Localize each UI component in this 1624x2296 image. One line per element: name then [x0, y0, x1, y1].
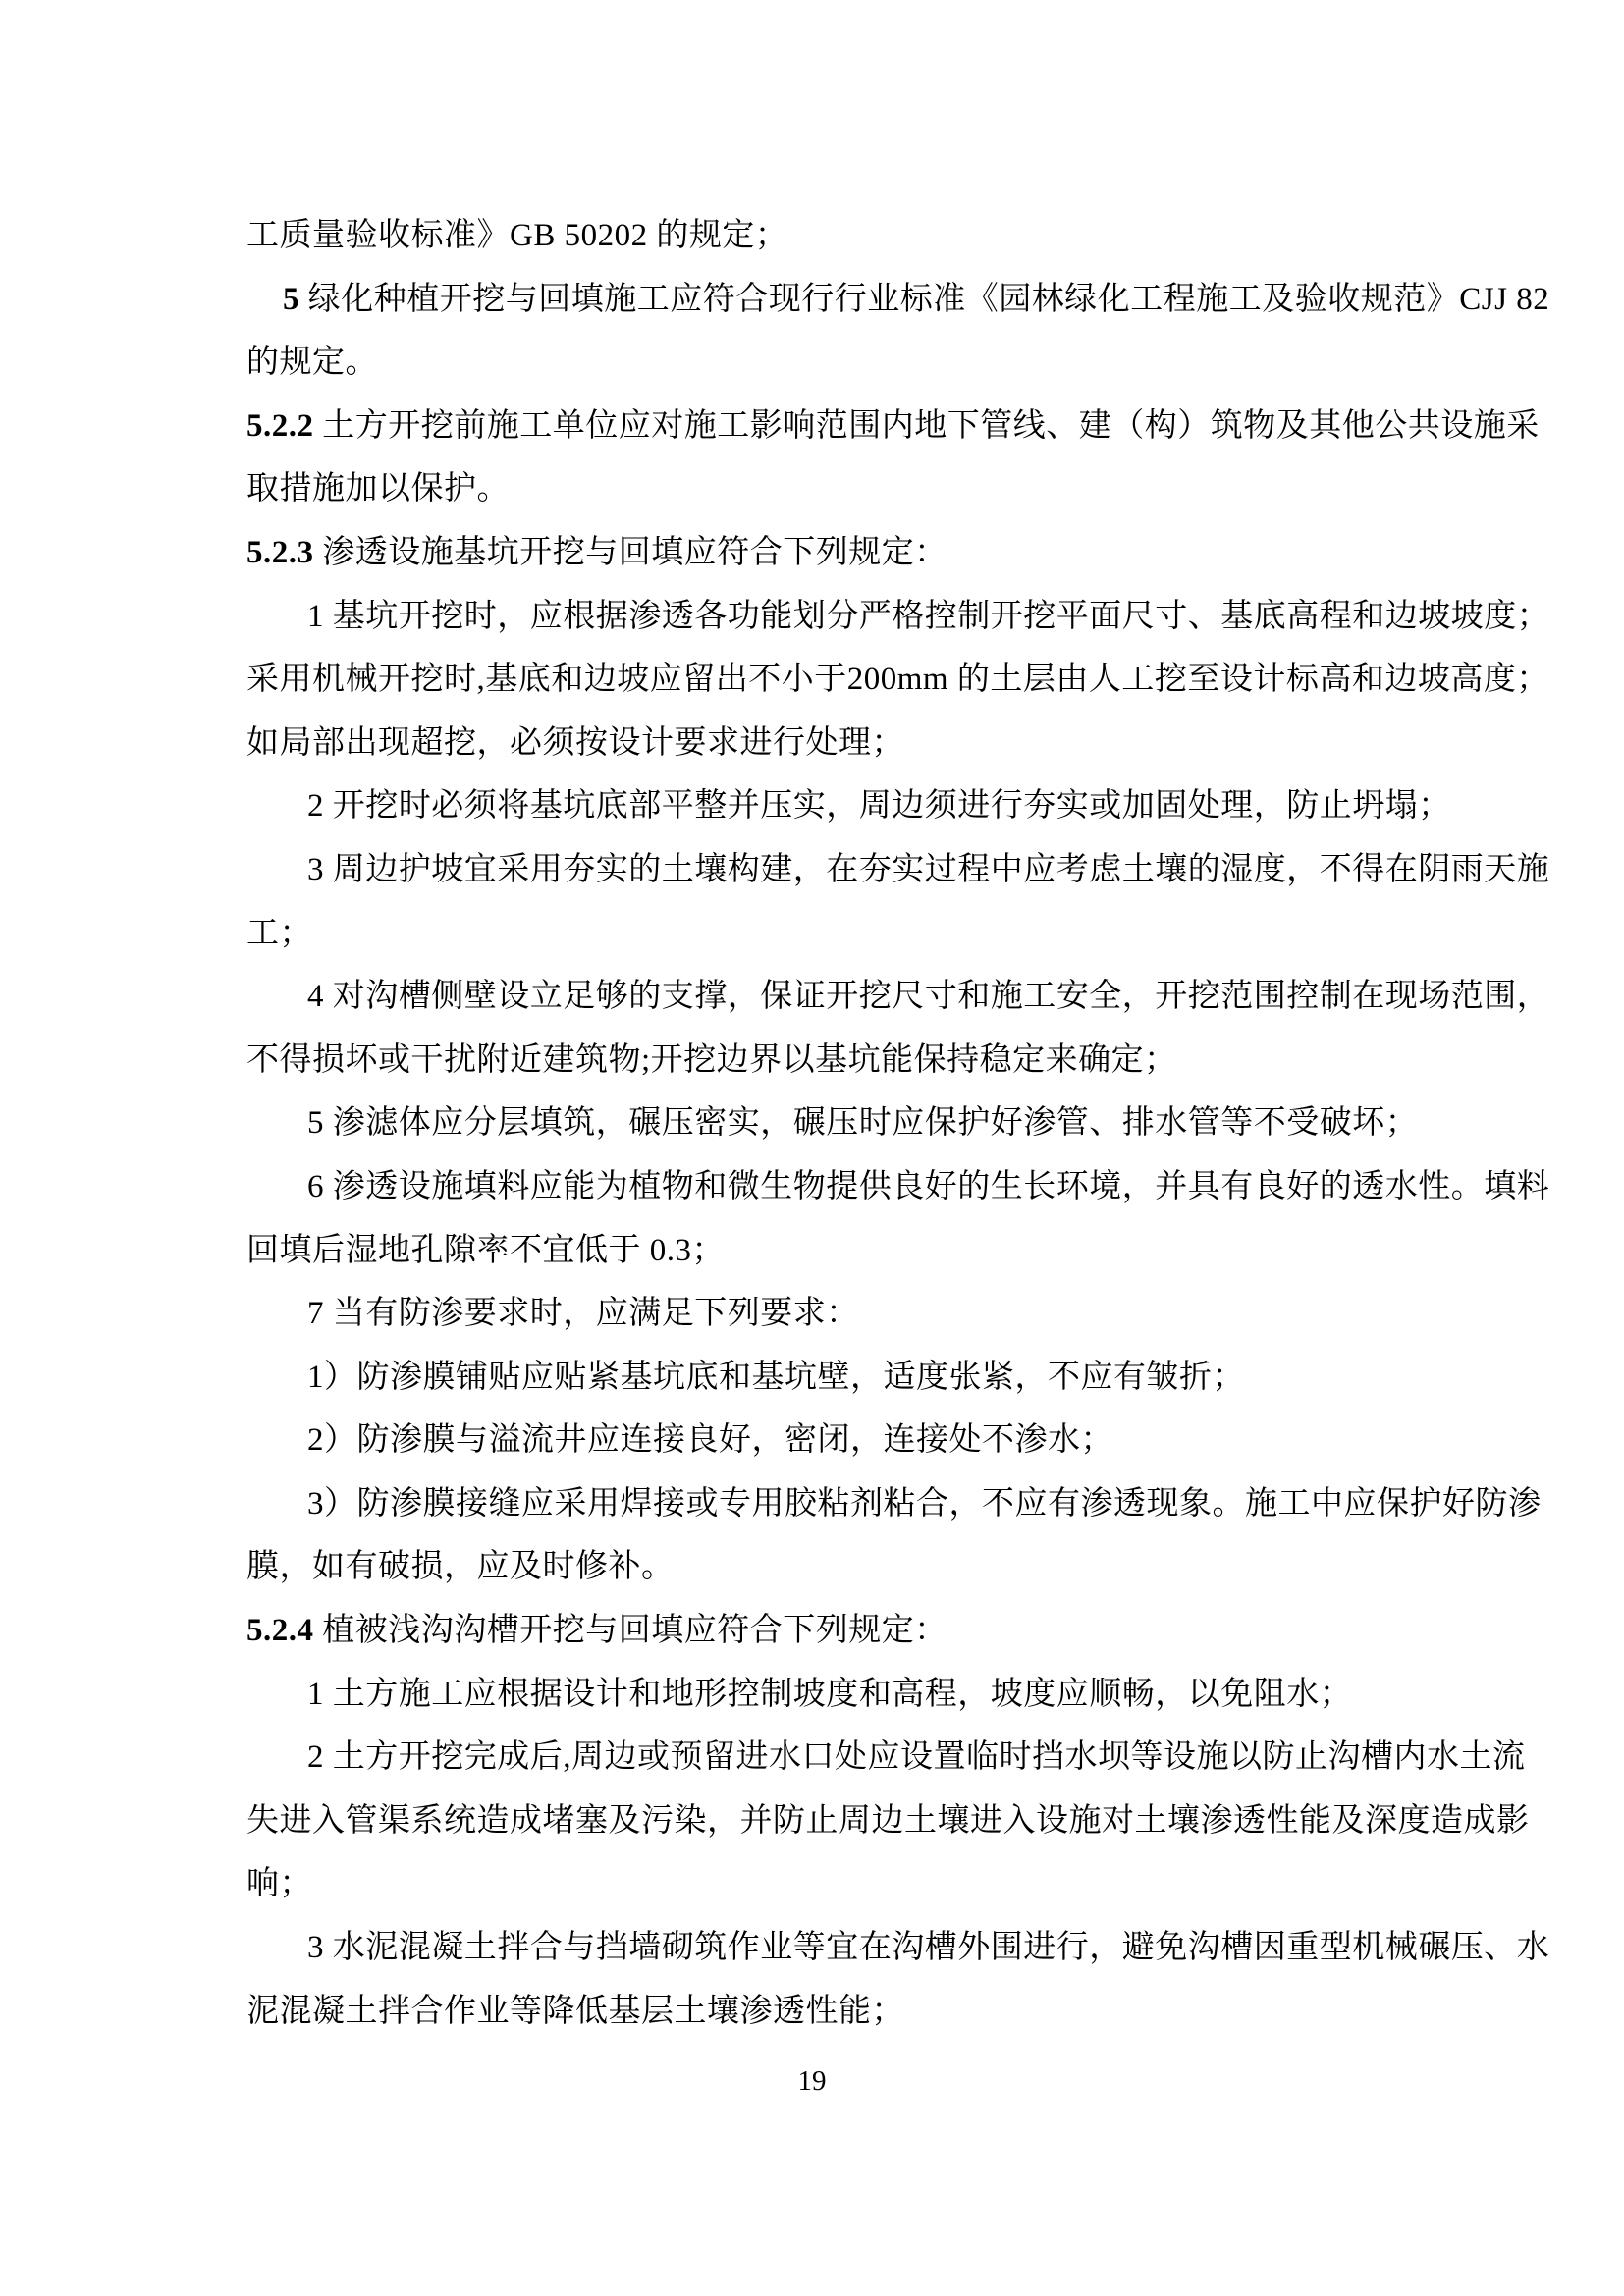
line-text: 植被浅沟沟槽开挖与回填应符合下列规定： [313, 1613, 947, 1649]
text-line [246, 1674, 1385, 1737]
line-text: 6 渗透设施填料应能为植物和微生物提供良好的生长环境，并具有良好的透水性。填料 [307, 1168, 1550, 1204]
text-line [246, 1166, 1550, 1230]
line-text: 采用机械开挖时,基底和边坡应留出不小于200mm 的土层由人工挖至设计标高和边坡高度； [246, 662, 1549, 698]
text-line [246, 532, 1385, 596]
text-line [246, 913, 1385, 977]
page-number: 19 [797, 2065, 827, 2097]
line-text: 绿化种植开挖与回填施工应符合现行行业标准《园林绿化工程施工及验收规范》CJJ 82 [299, 281, 1550, 317]
text-line [246, 468, 1385, 532]
section-number: 5.2.2 [246, 407, 314, 444]
line-text: 响； [246, 1866, 312, 1902]
text-line [246, 279, 1550, 343]
text-line [246, 659, 1549, 722]
section-number: 5.2.4 [246, 1613, 314, 1649]
line-text: 工质量验收标准》GB 50202 的规定； [246, 218, 788, 253]
text-line [246, 1991, 1385, 2055]
text-line [246, 722, 1385, 786]
text-line [246, 405, 1540, 469]
line-text: 失进入管渠系统造成堵塞及污染，并防止周边土壤进入设施对土壤渗透性能及深度造成影 [246, 1802, 1530, 1839]
text-line [246, 976, 1550, 1040]
line-text: 3 周边护坡宜采用夯实的土壤构建，在夯实过程中应考虑土壤的湿度，不得在阴雨天施 [307, 851, 1550, 887]
text-line [246, 1610, 1385, 1674]
text-line [246, 785, 1451, 849]
line-text: 1 土方施工应根据设计和地形控制坡度和高程，坡度应顺畅，以免阻水； [307, 1676, 1353, 1712]
line-text: 4 对沟槽侧壁设立足够的支撑，保证开挖尺寸和施工安全，开挖范围控制在现场范围， [307, 979, 1550, 1015]
text-line [246, 1357, 1385, 1420]
item-number: 5 [283, 281, 299, 317]
text-line [246, 1040, 1385, 1103]
line-text: 2 开挖时必须将基坑底部平整并压实，周边须进行夯实或加固处理，防止坍塌； [307, 788, 1451, 825]
text-line [246, 1483, 1542, 1547]
line-text: 3）防渗膜接缝应采用焊接或专用胶粘剂粘合，不应有渗透现象。施工中应保护好防渗 [307, 1485, 1542, 1522]
text-line [246, 1293, 1385, 1357]
document-body [246, 215, 1550, 2054]
line-text: 5 渗滤体应分层填筑，碾压密实，碾压时应保护好渗管、排水管等不受破坏； [307, 1105, 1419, 1142]
line-text: 工； [246, 915, 312, 951]
line-text: 的规定。 [246, 345, 378, 381]
text-line [246, 1546, 1385, 1610]
text-line [246, 215, 1385, 279]
section-number: 5.2.3 [246, 534, 314, 570]
line-text: 1）防渗膜铺贴应贴紧基坑底和基坑壁，适度张紧，不应有皱折； [307, 1359, 1245, 1395]
text-line [246, 1102, 1419, 1166]
line-text: 不得损坏或干扰附近建筑物;开挖边界以基坑能保持稳定来确定； [246, 1041, 1177, 1078]
line-text: 1 基坑开挖时，应根据渗透各功能划分严格控制开挖平面尺寸、基底高程和边坡坡度； [307, 598, 1550, 634]
line-text: 如局部出现超挖，必须按设计要求进行处理； [246, 724, 904, 761]
text-line [246, 1863, 1385, 1927]
text-line [246, 596, 1550, 660]
text-line [246, 1800, 1530, 1864]
text-line [246, 1419, 1385, 1483]
line-text: 取措施加以保护。 [246, 471, 510, 507]
line-text: 3 水泥混凝土拌合与挡墙砌筑作业等宜在沟槽外围进行，避免沟槽因重型机械碾压、水 [307, 1930, 1550, 1966]
text-line [246, 1927, 1550, 1991]
text-line [246, 1230, 1385, 1294]
line-text: 膜，如有破损，应及时修补。 [246, 1549, 675, 1585]
line-text: 2）防渗膜与溢流井应连接良好，密闭，连接处不渗水； [307, 1422, 1113, 1459]
text-line [246, 342, 1385, 405]
text-line [246, 849, 1550, 913]
line-text: 土方开挖前施工单位应对施工影响范围内地下管线、建（构）筑物及其他公共设施采 [313, 407, 1540, 444]
line-text: 7 当有防渗要求时，应满足下列要求： [307, 1296, 859, 1332]
line-text: 渗透设施基坑开挖与回填应符合下列规定： [313, 534, 947, 570]
text-line [246, 1736, 1526, 1800]
line-text: 回填后湿地孔隙率不宜低于 0.3； [246, 1232, 725, 1268]
line-text: 2 土方开挖完成后,周边或预留进水口处应设置临时挡水坝等设施以防止沟槽内水土流 [307, 1739, 1526, 1776]
line-text: 泥混凝土拌合作业等降低基层土壤渗透性能； [246, 1993, 904, 2029]
